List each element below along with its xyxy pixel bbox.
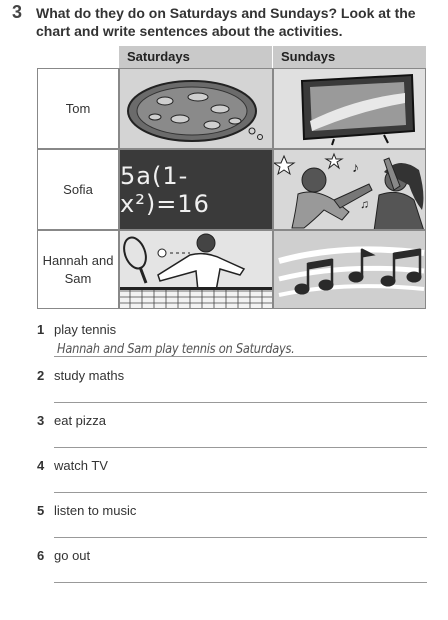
item-text: go out (54, 548, 91, 563)
dancing-icon (274, 150, 426, 230)
list-item (37, 548, 427, 588)
music-cell (273, 230, 426, 309)
answer-line[interactable] (54, 537, 427, 538)
row-label-hannah-sam: Hannah and Sam (37, 230, 119, 309)
pizza-icon (120, 69, 273, 149)
tv-cell (273, 68, 426, 149)
svg-text:♫: ♫ (360, 197, 369, 211)
list-item (37, 322, 427, 362)
row-label-tom: Tom (37, 68, 119, 149)
maths-cell (119, 149, 273, 230)
item-number: 1 (37, 322, 45, 337)
item-text: play tennis (54, 322, 117, 337)
tennis-icon (120, 231, 273, 309)
header-saturdays: Saturdays (119, 46, 272, 68)
tv-icon (274, 69, 426, 149)
activity-chart (37, 46, 426, 309)
dancing-cell (273, 149, 426, 230)
list-item (37, 368, 427, 408)
list-item (37, 503, 427, 543)
question-text: What do they do on Saturdays and Sundays? Look at the chart and write sentences about the activities. (36, 5, 416, 39)
item-text: study maths (54, 368, 125, 383)
music-notes-icon (274, 231, 426, 309)
answer-example: Hannah and Sam play tennis on Saturdays. (57, 342, 295, 357)
list-item (37, 458, 427, 498)
item-text: listen to music (54, 503, 137, 518)
pizza-cell (119, 68, 273, 149)
item-number: 6 (37, 548, 45, 563)
item-number: 2 (37, 368, 45, 383)
item-text: watch TV (54, 458, 108, 473)
header-sundays: Sundays (273, 46, 426, 68)
answer-line[interactable] (54, 402, 427, 403)
item-number: 4 (37, 458, 45, 473)
equation-text: 5a(1-x²)=16 (120, 161, 210, 218)
svg-text:♪: ♪ (352, 159, 359, 175)
answer-line[interactable] (54, 447, 427, 448)
question-number: 3 (12, 2, 23, 22)
tennis-cell (119, 230, 273, 309)
item-text: eat pizza (54, 413, 107, 428)
item-number: 5 (37, 503, 45, 518)
item-number: 3 (37, 413, 45, 428)
answer-line[interactable] (54, 492, 427, 493)
row-label-sofia: Sofia (37, 149, 119, 230)
list-item (37, 413, 427, 453)
answer-line[interactable] (54, 356, 427, 357)
answer-line[interactable] (54, 582, 427, 583)
